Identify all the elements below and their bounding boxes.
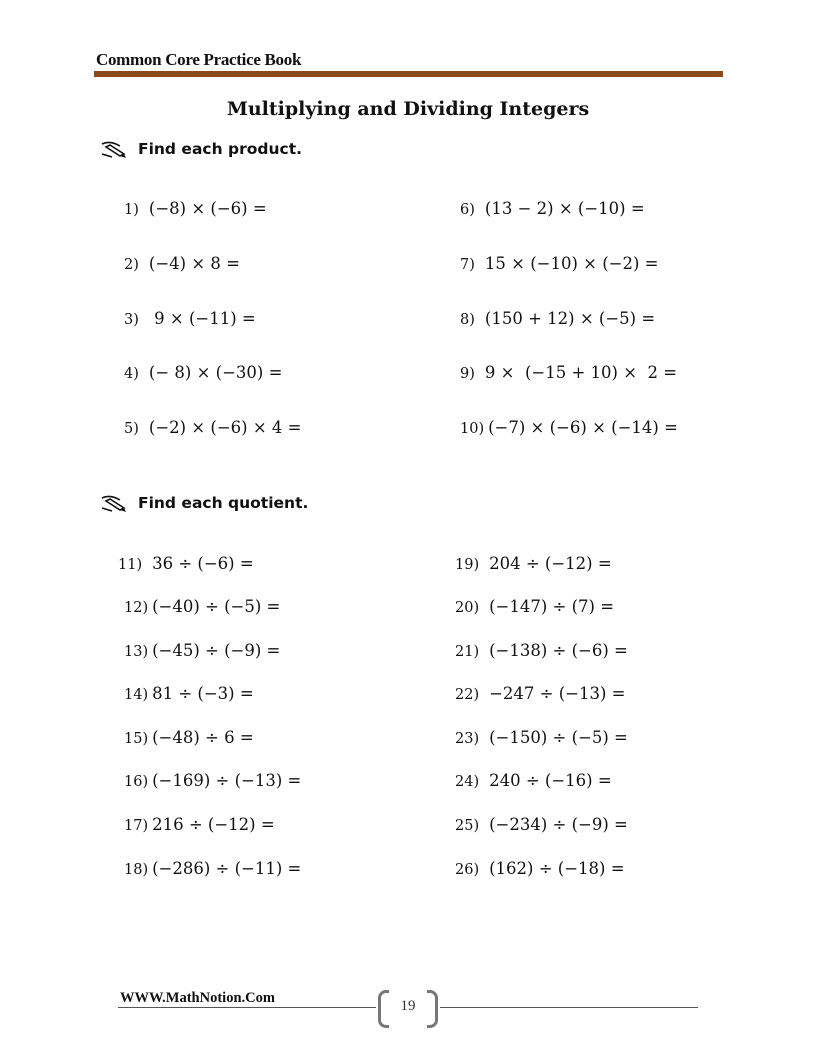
footer-website: WWW.MathNotion.Com [120, 990, 275, 1006]
problem-26: 26) (162) ÷ (−18) = [455, 859, 625, 878]
problem-6: 6) (13 − 2) × (−10) = [460, 199, 645, 218]
problem-17: 17) 216 ÷ (−12) = [124, 815, 275, 834]
problem-24: 24) 240 ÷ (−16) = [455, 771, 612, 790]
problem-21: 21) (−138) ÷ (−6) = [455, 641, 628, 660]
problem-23: 23) (−150) ÷ (−5) = [455, 728, 628, 747]
problem-22: 22) −247 ÷ (−13) = [455, 684, 626, 703]
problem-8: 8) (150 + 12) × (−5) = [460, 309, 656, 328]
problem-5: 5) (−2) × (−6) × 4 = [124, 418, 302, 437]
problem-2: 2) (−4) × 8 = [124, 254, 240, 273]
quotients-instruction: Find each quotient. [138, 494, 309, 512]
footer-rule-right [440, 1007, 698, 1008]
problem-9: 9) 9 × (−15 + 10) × 2 = [460, 363, 678, 382]
pencil-icon [100, 138, 128, 160]
page-title: Multiplying and Dividing Integers [226, 98, 590, 120]
pencil-icon [100, 492, 128, 514]
problem-12: 12) (−40) ÷ (−5) = [124, 597, 281, 616]
quotients-heading [100, 492, 308, 514]
right-brace-icon [427, 990, 438, 1028]
problem-7: 7) 15 × (−10) × (−2) = [460, 254, 659, 273]
problem-1: 1) (−8) × (−6) = [124, 199, 267, 218]
products-heading [100, 138, 302, 160]
header-rule [94, 71, 723, 77]
problem-16: 16) (−169) ÷ (−13) = [124, 771, 302, 790]
problem-4: 4) (− 8) × (−30) = [124, 363, 283, 382]
problem-19: 19) 204 ÷ (−12) = [455, 554, 612, 573]
problem-25: 25) (−234) ÷ (−9) = [455, 815, 628, 834]
problem-14: 14) 81 ÷ (−3) = [124, 684, 254, 703]
problem-11: 11) 36 ÷ (−6) = [118, 554, 254, 573]
book-title: Common Core Practice Book [96, 50, 302, 69]
problem-10: 10) (−7) × (−6) × (−14) = [460, 418, 678, 437]
page-number [378, 990, 438, 1024]
page-number-text: 19 [400, 998, 416, 1014]
problem-13: 13) (−45) ÷ (−9) = [124, 641, 281, 660]
problem-15: 15) (−48) ÷ 6 = [124, 728, 254, 747]
footer-rule-left [118, 1007, 376, 1008]
problem-3: 3) 9 × (−11) = [124, 309, 256, 328]
problem-20: 20) (−147) ÷ (7) = [455, 597, 615, 616]
problem-18: 18) (−286) ÷ (−11) = [124, 859, 302, 878]
products-instruction: Find each product. [138, 140, 303, 158]
